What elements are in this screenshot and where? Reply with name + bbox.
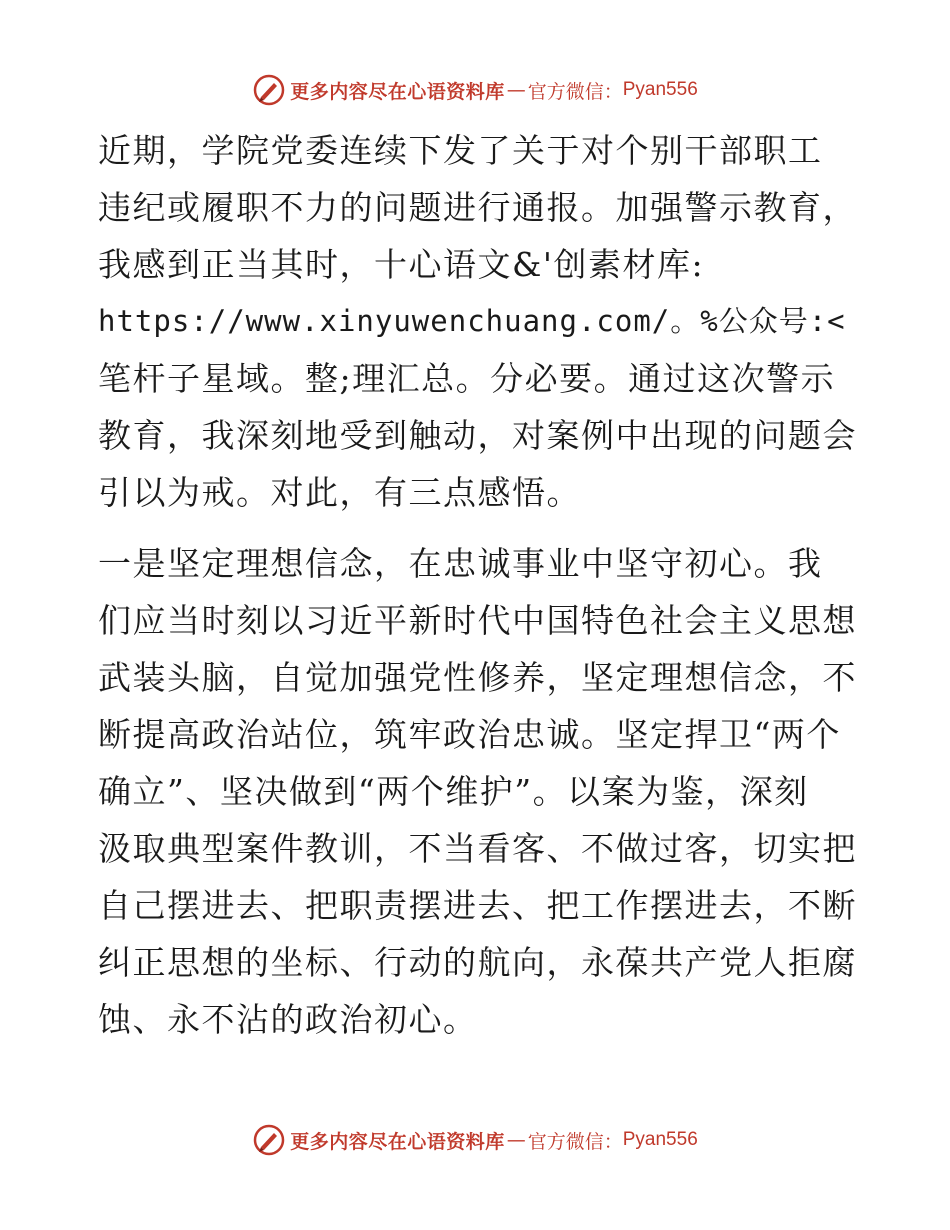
text-line: 近期，学院党委连续下发了关于对个别干部职工	[98, 131, 823, 170]
text-line: 自己摆进去、把职责摆进去、把工作摆进去，不断	[98, 886, 857, 925]
banner-account: Pyan556	[622, 1129, 698, 1150]
footer-banner	[0, 1120, 950, 1160]
text-line: 教育，我深刻地受到触动，对案例中出现的问题会	[98, 416, 857, 455]
text-line: 蚀、永不沾的政治初心。	[98, 1000, 478, 1039]
banner-official-label: 官方微信：	[527, 80, 623, 103]
text-line: 确立”、坚决做到“两个维护”。以案为鉴，深刻	[98, 772, 809, 811]
text-line: 违纪或履职不力的问题进行通报。加强警示教育，	[98, 188, 857, 227]
pen-circle-icon	[252, 1123, 286, 1157]
banner-separator: —	[506, 79, 526, 101]
text-line: 一是坚定理想信念，在忠诚事业中坚守初心。我	[98, 544, 823, 583]
paragraph-intro	[98, 122, 858, 521]
text-line-url: https://www.xinyuwenchuang.com/。%公众号:<	[98, 304, 846, 338]
paragraph-point-one	[98, 535, 858, 1048]
banner-official-label: 官方微信：	[527, 1130, 623, 1153]
banner-brand: 更多内容尽在心语资料库	[290, 80, 505, 103]
header-banner	[0, 70, 950, 110]
text-line: 引以为戒。对此，有三点感悟。	[98, 473, 581, 512]
text-line: 我感到正当其时，十心语文&'创素材库:	[98, 245, 705, 284]
text-line: 汲取典型案件教训，不当看客、不做过客，切实把	[98, 829, 857, 868]
text-line: 断提高政治站位，筑牢政治忠诚。坚定捍卫“两个	[98, 715, 841, 754]
text-line: 纠正思想的坐标、行动的航向，永葆共产党人拒腐	[98, 943, 857, 982]
document-body	[98, 122, 858, 1062]
banner-account: Pyan556	[622, 79, 698, 100]
text-line: 笔杆子星域。整;理汇总。分必要。通过这次警示	[98, 359, 836, 398]
text-line: 武装头脑，自觉加强党性修养，坚定理想信念，不	[98, 658, 857, 697]
banner-separator: —	[506, 1129, 526, 1151]
banner-brand: 更多内容尽在心语资料库	[290, 1130, 505, 1153]
text-line: 们应当时刻以习近平新时代中国特色社会主义思想	[98, 601, 857, 640]
pen-circle-icon	[252, 73, 286, 107]
